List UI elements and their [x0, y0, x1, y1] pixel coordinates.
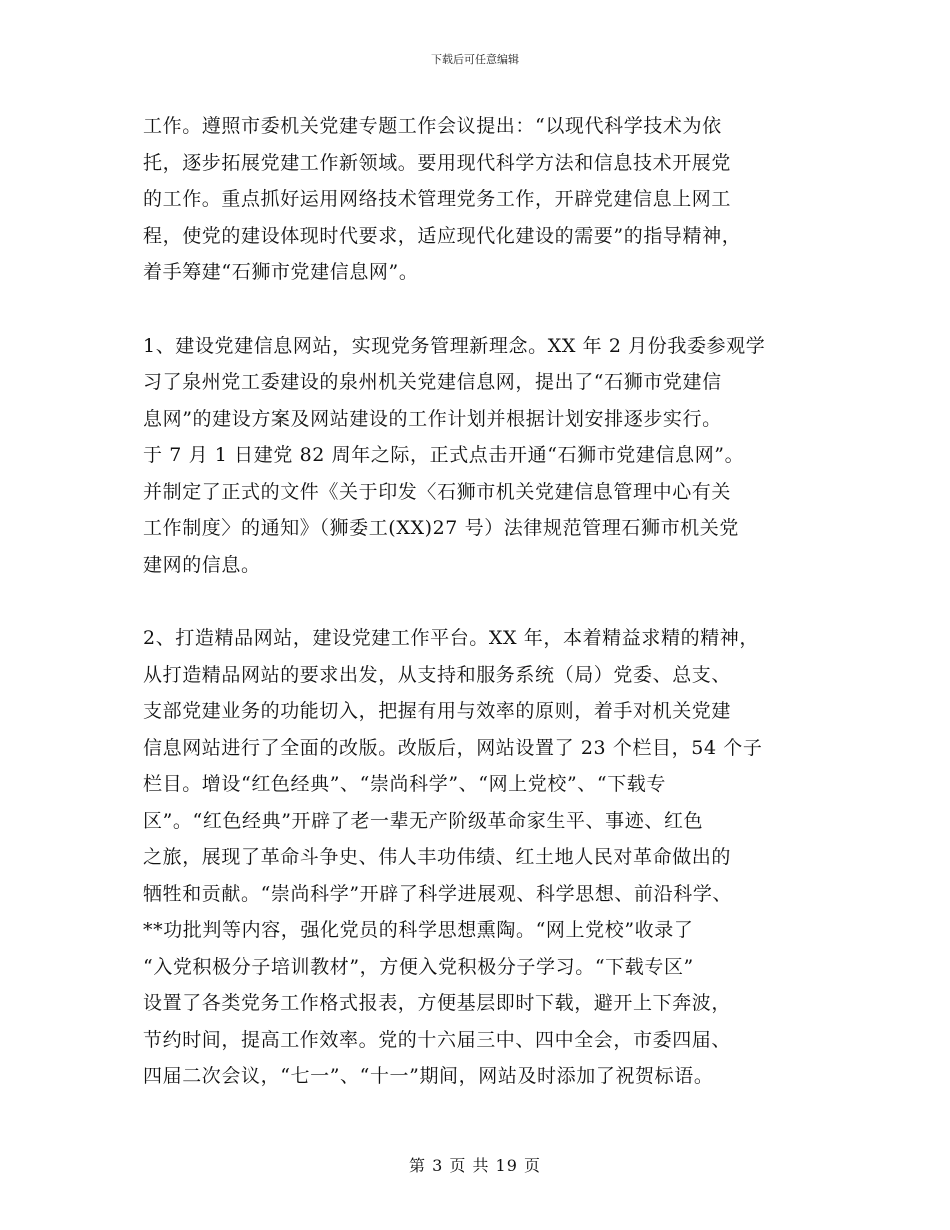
text-line: 设置了各类党务工作格式报表，方便基层即时下载，避开上下奔波，: [143, 992, 732, 1014]
text-line: 支部党建业务的功能切入，把握有用与效率的原则，着手对机关党建: [143, 700, 732, 722]
text-line: 节约时间，提高工作效率。党的十六届三中、四中全会，市委四届、: [143, 1028, 732, 1051]
paragraph-item-2: [143, 620, 815, 1095]
text-line: 的工作。重点抓好运用网络技术管理党务工作，开辟党建信息上网工: [143, 188, 732, 210]
text-line: **功批判等内容，强化党员的科学思想熏陶。“网上党校”收录了: [143, 919, 694, 941]
text-line: 着手筹建“石狮市党建信息网”。: [143, 261, 419, 283]
text-line: 1、建设党建信息网站，实现党务管理新理念。XX 年 2 月份我委参观学: [143, 334, 766, 357]
text-line: 工作制度〉的通知》（狮委工(XX)27 号）法律规范管理石狮市机关党: [143, 517, 739, 539]
paragraph-gap: [143, 583, 815, 620]
page-number-footer: 第 3 页 共 19 页: [409, 1156, 541, 1175]
text-line: 栏目。增设“红色经典”、“崇尚科学”、“网上党校”、“下载专: [143, 773, 666, 795]
text-line: 工作。遵照市委机关党建专题工作会议提出：“以现代科学技术为依: [143, 115, 722, 137]
text-line: 区”。“红色经典”开辟了老一辈无产阶级革命家生平、事迹、红色: [143, 809, 704, 832]
text-line: 程，使党的建设体现时代要求，适应现代化建设的需要”的指导精神，: [143, 224, 742, 247]
text-line: 息网”的建设方案及网站建设的工作计划并根据计划安排逐步实行。: [143, 407, 722, 430]
text-line: 四届二次会议，“七一”、“十一”期间，网站及时添加了祝贺标语。: [143, 1065, 714, 1087]
text-line: 2、打造精品网站，建设党建工作平台。XX 年，本着精益求精的精神，: [143, 627, 759, 649]
document-body: [143, 108, 815, 1095]
paragraph-intro: [143, 108, 815, 291]
text-line: 信息网站进行了全面的改版。改版后，网站设置了 23 个栏目，54 个子: [143, 736, 763, 759]
text-line: 牺牲和贡献。“崇尚科学”开辟了科学进展观、科学思想、前沿科学、: [143, 882, 733, 905]
text-line: 并制定了正式的文件《关于印发〈石狮市机关党建信息管理中心有关: [143, 480, 732, 503]
text-line: 托，逐步拓展党建工作新领域。要用现代科学方法和信息技术开展党: [143, 151, 732, 174]
paragraph-gap: [143, 291, 815, 328]
text-line: “入党积极分子培训教材”，方便入党积极分子学习。“下载专区”: [143, 955, 694, 978]
page-header: 下载后可任意编辑: [431, 53, 519, 66]
paragraph-item-1: [143, 328, 815, 584]
text-line: 从打造精品网站的要求出发，从支持和服务系统（局）党委、总支、: [143, 663, 732, 686]
text-line: 于 7 月 1 日建党 82 周年之际，正式点击开通“石狮市党建信息网”。: [143, 444, 745, 466]
text-line: 习了泉州党工委建设的泉州机关党建信息网，提出了“石狮市党建信: [143, 371, 722, 393]
text-line: 建网的信息。: [143, 553, 261, 576]
text-line: 之旅，展现了革命斗争史、伟人丰功伟绩、红土地人民对革命做出的: [143, 846, 732, 868]
